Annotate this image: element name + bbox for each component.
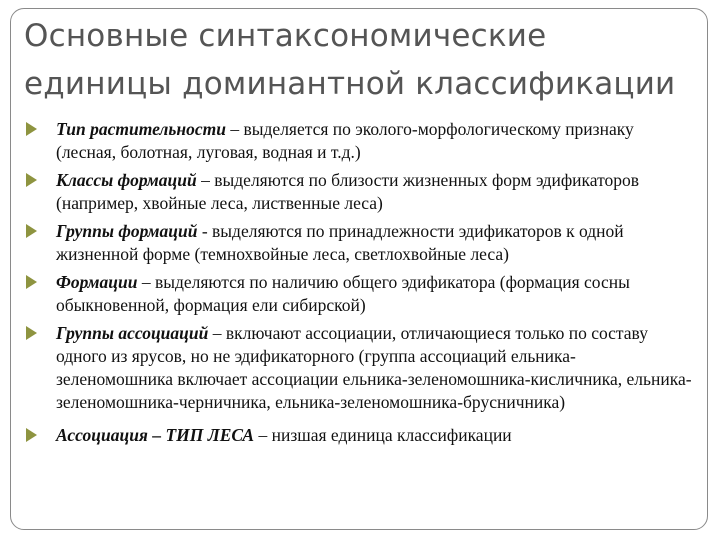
list-item-association-groups — [56, 322, 692, 414]
item-text: – выделяются по наличию общего эдификатора (формация сосны обыкновенной, формация ели сибирской) — [56, 272, 630, 315]
list-item-formation-groups — [56, 220, 692, 266]
item-term: Тип растительности — [56, 119, 226, 139]
bullet-icon — [26, 122, 37, 136]
item-text: – выделяется по эколого-морфологическому признаку (лесная, болотная, луговая, водная и т.д.) — [56, 119, 634, 162]
list-item-formation-classes — [56, 169, 692, 215]
item-term: Группы ассоциаций — [56, 323, 209, 343]
bullet-icon — [26, 173, 37, 187]
item-text: - выделяются по принадлежности эдификаторов к одной жизненной форме (темнохвойные леса, светлохвойные леса) — [56, 221, 624, 264]
item-term: Ассоциация – ТИП ЛЕСА — [56, 425, 255, 445]
item-term: Классы формаций — [56, 170, 197, 190]
title-line-2: единицы доминантной классификации — [24, 66, 676, 102]
slide-title — [24, 12, 704, 108]
bullet-icon — [26, 428, 37, 442]
item-text: – выделяются по близости жизненных форм эдификаторов (например, хвойные леса, лиственные леса) — [56, 170, 640, 213]
bullet-icon — [26, 224, 37, 238]
item-text: – включают ассоциации, отличающиеся только по составу одного из ярусов, но не эдификаторного (группа ассоциаций ельника-зеленомошника включает ассоциации ельника-зеленомошника-кисличника, ельника-зеленомошника-черничника, ельника-зеленомошника-брусничника) — [56, 323, 692, 412]
classification-list — [56, 118, 692, 452]
item-term: Формации — [56, 272, 138, 292]
item-term: Группы формаций — [56, 221, 198, 241]
bullet-icon — [26, 275, 37, 289]
list-item-vegetation-type — [56, 118, 692, 164]
item-text: – низшая единица классификации — [254, 425, 512, 445]
list-item-association — [56, 424, 692, 447]
list-item-formations — [56, 271, 692, 317]
title-line-1: Основные синтаксономические — [24, 18, 547, 54]
bullet-icon — [26, 326, 37, 340]
